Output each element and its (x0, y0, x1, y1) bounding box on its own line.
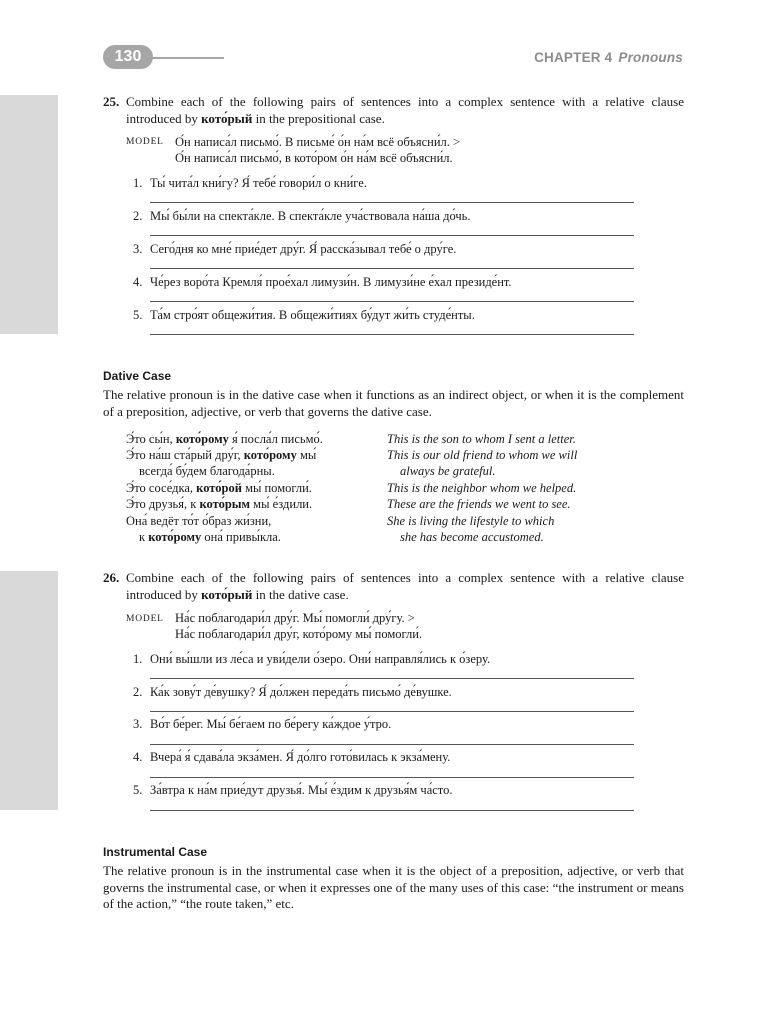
ex25-answer-line[interactable] (150, 301, 634, 302)
exercise-26-instruction: Combine each of the following pairs of sentences into a complex sentence with a relative clause introduced by кото́рый in the dative case. (126, 570, 684, 602)
ex25-item-num: 2. (133, 209, 143, 223)
ex26-answer-line[interactable] (150, 711, 634, 712)
dative-example-en: She is living the lifestyle to which (387, 514, 555, 528)
ex26-item-num: 3. (133, 717, 143, 731)
ex25-item-text: Че́рез воро́та Кремля́ прое́хал лимузи́н. В лимузи́не е́хал президе́нт. (150, 275, 512, 289)
ex26-item-num: 5. (133, 783, 143, 797)
ex26-answer-line[interactable] (150, 810, 634, 811)
ex26-item-num: 4. (133, 750, 143, 764)
dative-example-ru: Э́то сы́н, кото́рому я́ посла́л письмо́. (126, 432, 323, 446)
exercise-26-model-line-2: На́с поблагодари́л дру́г, кото́рому мы́ помогли́. (175, 627, 423, 641)
ex26-answer-line[interactable] (150, 678, 634, 679)
ex25-answer-line[interactable] (150, 334, 634, 335)
ex25-item-text: Та́м стро́ят общежи́тия. В общежи́тиях бу́дут жи́ть студе́нты. (150, 308, 475, 322)
ex25-item-text: Сего́дня ко мне́ прие́дет дру́г. Я́ расска́зывал тебе́ о дру́ге. (150, 242, 457, 256)
exercise-25-model-line-2: О́н написа́л письмо́, в кото́ром о́н на́м всё объясни́л. (175, 151, 453, 165)
dative-example-en: This is the son to whom I sent a letter. (387, 432, 576, 446)
dative-example-ru: Э́то друзья́, к кото́рым мы́ е́здили. (126, 497, 313, 511)
ex25-item-num: 4. (133, 275, 143, 289)
exercise-25-instruction: Combine each of the following pairs of sentences into a complex sentence with a relative clause introduced by кото́рый in the prepositional case. (126, 94, 684, 126)
ex25-answer-line[interactable] (150, 202, 634, 203)
side-tab-top (0, 95, 58, 334)
exercise-26-model-line-1: На́с поблагодари́л дру́г. Мы́ помогли́ дру́гу. > (175, 611, 415, 625)
dative-example-en: This is the neighbor whom we helped. (387, 481, 577, 495)
instrumental-paragraph: The relative pronoun is in the instrumental case when it is the object of a preposition, adjective, or verb that governs the instrumental case, or when it expresses one of the many uses of this case: “the instrument or means of the action,” “the route taken,” etc. (103, 863, 684, 911)
ex26-item-text: Вчера́ я́ сдава́ла экза́мен. Я́ до́лго гото́вилась к экза́мену. (150, 750, 451, 764)
ex26-item-num: 1. (133, 652, 143, 666)
dative-example-ru: всегда́ бу́дем благода́рны. (139, 464, 275, 478)
chapter-heading (534, 50, 683, 65)
exercise-25-model-label: MODEL (126, 137, 164, 147)
ex26-item-text: Во́т бе́рег. Мы́ бе́гаем по бе́регу ка́ждое у́тро. (150, 717, 392, 731)
ex25-answer-line[interactable] (150, 268, 634, 269)
ex25-answer-line[interactable] (150, 235, 634, 236)
ex26-item-text: Они́ вы́шли из ле́са и уви́дели о́зеро. Они́ направля́лись к о́зеру. (150, 652, 491, 666)
dative-example-en: always be grateful. (400, 464, 496, 478)
dative-example-ru: Э́то на́ш ста́рый дру́г, кото́рому мы́ (126, 448, 317, 462)
dative-example-en: This is our old friend to whom we will (387, 448, 578, 462)
header-rule (150, 57, 224, 59)
ex26-answer-line[interactable] (150, 777, 634, 778)
ex25-item-text: Ты́ чита́л кни́гу? Я́ тебе́ говори́л о кни́ге. (150, 176, 367, 190)
chapter-label: CHAPTER 4 (534, 50, 613, 65)
instrumental-heading: Instrumental Case (103, 845, 208, 859)
page-number: 130 (103, 45, 153, 69)
dative-example-ru: к кото́рому она́ привы́кла. (139, 530, 281, 544)
ex25-item-num: 1. (133, 176, 143, 190)
ex25-item-num: 5. (133, 308, 143, 322)
ex26-answer-line[interactable] (150, 744, 634, 745)
dative-paragraph: The relative pronoun is in the dative case when it functions as an indirect object, or when it is the complement of a preposition, adjective, or verb that governs the dative case. (103, 387, 684, 419)
side-tab-bottom (0, 571, 58, 810)
exercise-26-number: 26. (103, 570, 120, 585)
ex26-item-num: 2. (133, 685, 143, 699)
dative-example-ru: Она́ ведёт то́т о́браз жи́зни, (126, 514, 272, 528)
ex26-item-text: За́втра к на́м прие́дут друзья́. Мы́ е́здим к друзья́м ча́сто. (150, 783, 453, 797)
chapter-title: Pronouns (618, 50, 683, 65)
ex25-item-text: Мы́ бы́ли на спекта́кле. В спекта́кле уча́ствовала на́ша до́чь. (150, 209, 471, 223)
exercise-26-model-label: MODEL (126, 614, 164, 624)
exercise-25-model-line-1: О́н написа́л письмо́. В письме́ о́н на́м всё объясни́л. > (175, 135, 461, 149)
ex26-item-text: Ка́к зову́т де́вушку? Я́ до́лжен переда́ть письмо́ де́вушке. (150, 685, 452, 699)
ex25-item-num: 3. (133, 242, 143, 256)
dative-example-ru: Э́то сосе́дка, кото́рой мы́ помогли́. (126, 481, 312, 495)
dative-heading: Dative Case (103, 369, 172, 383)
exercise-25-number: 25. (103, 94, 120, 109)
dative-example-en: These are the friends we went to see. (387, 497, 571, 511)
dative-example-en: she has become accustomed. (400, 530, 544, 544)
